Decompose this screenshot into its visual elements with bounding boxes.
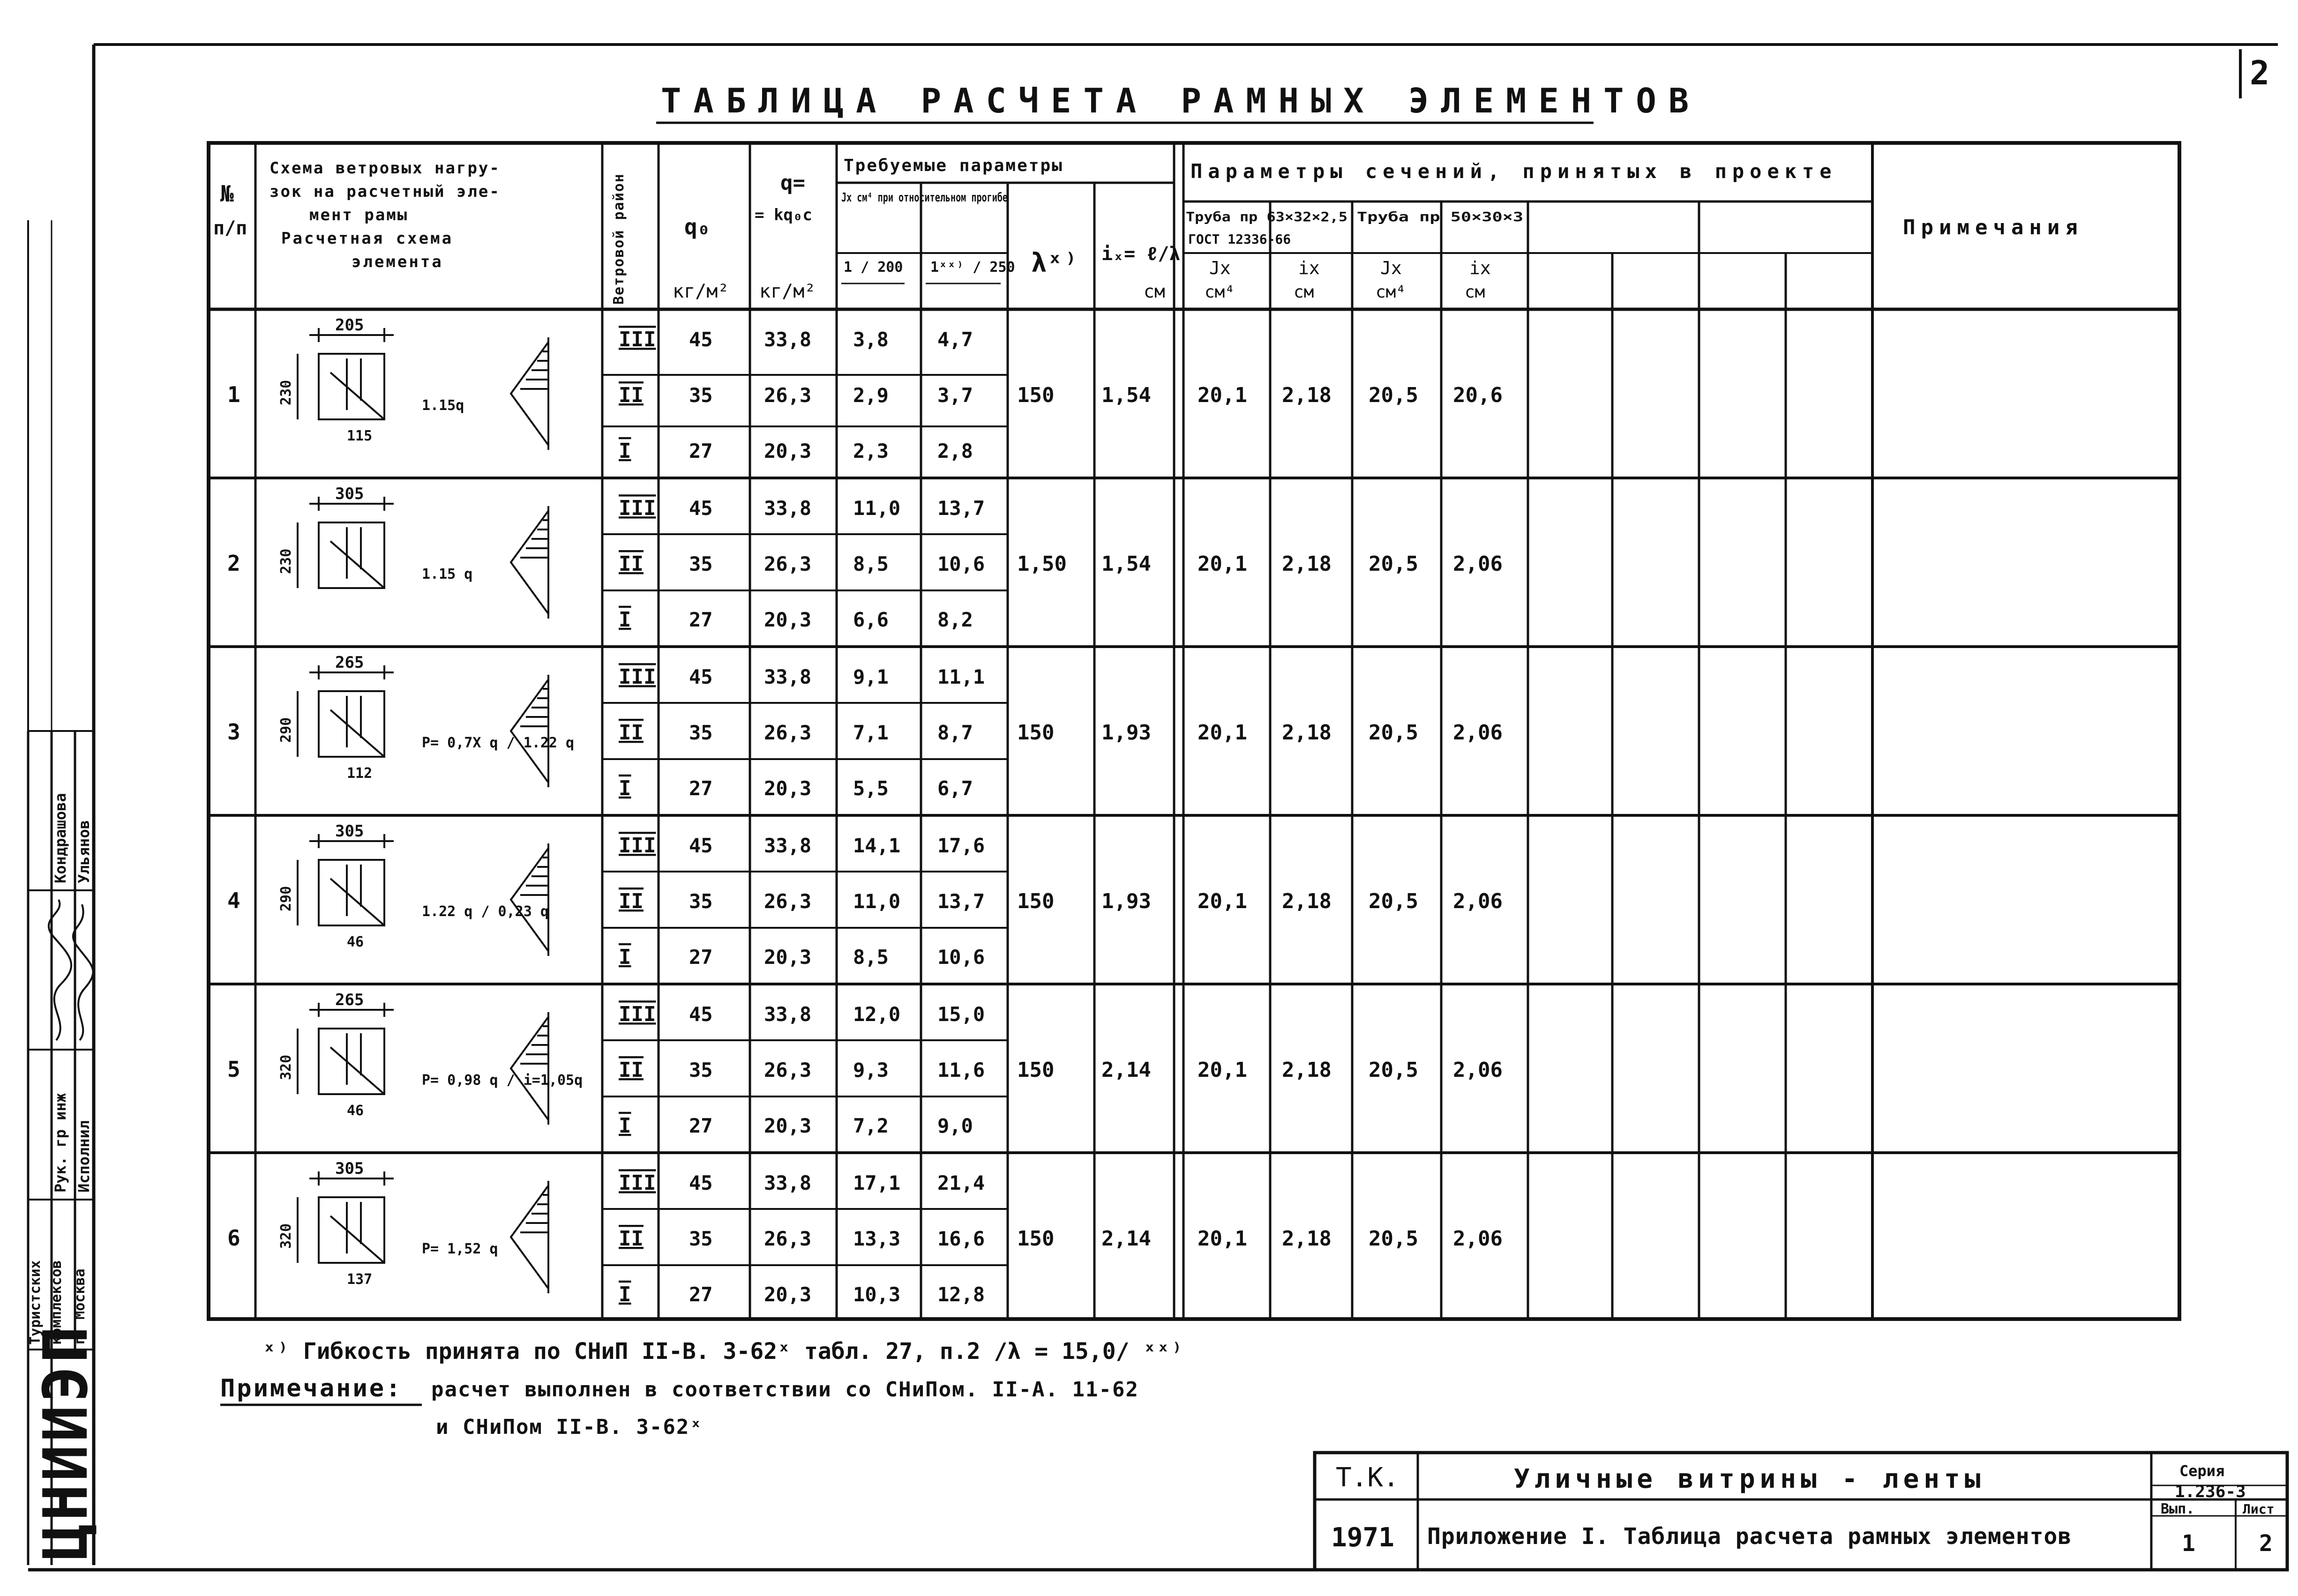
wind-district: III xyxy=(619,834,656,858)
jx-250-value: 8,7 xyxy=(937,721,973,744)
stamp-role-2: Исполнил xyxy=(75,1120,93,1193)
lambda-value: 150 xyxy=(1017,383,1055,407)
q0-value: 27 xyxy=(689,439,713,462)
q-value: 33,8 xyxy=(764,1003,812,1026)
header-ix2-unit: см xyxy=(1465,283,1485,302)
header-jx-required: Jx см⁴ при относительном прогибе xyxy=(841,191,1008,205)
height-dimension: 230 xyxy=(278,380,294,405)
footnotes xyxy=(220,1338,1183,1439)
height-dimension: 290 xyxy=(278,886,294,911)
jx-250-value: 13,7 xyxy=(937,497,985,520)
load-label: P= 0,7X q / 1.22 q xyxy=(422,735,575,751)
note-text: расчет выполнен в соответствии со СНиПом. II-А. 11-62 xyxy=(431,1378,1139,1402)
jx-250-value: 10,6 xyxy=(937,945,985,969)
note-label: Примечание: xyxy=(220,1374,403,1402)
header-ix-unit: см xyxy=(1144,281,1165,302)
sub-row xyxy=(619,834,985,858)
ix-pipe2-value: 2,06 xyxy=(1453,1058,1503,1082)
ix-required-value: 1,93 xyxy=(1101,889,1151,913)
span-dimension: 265 xyxy=(335,991,364,1009)
stamp-name-2: Ульянов xyxy=(75,820,93,883)
wind-district: II xyxy=(619,721,644,745)
ix-required-value: 1,93 xyxy=(1101,721,1151,745)
title-block-sheet-label: Лист xyxy=(2243,1501,2275,1517)
header-q-unit: кг/м² xyxy=(759,281,816,302)
load-label: 1.15q xyxy=(422,397,464,414)
row-number: 1 xyxy=(227,382,240,407)
q0-value: 35 xyxy=(689,1227,713,1250)
lambda-value: 150 xyxy=(1017,889,1055,913)
stamp-logo: ЦНИИЭП xyxy=(30,1323,101,1560)
table-body xyxy=(227,316,1503,1306)
sub-row xyxy=(619,776,973,800)
ix-pipe2-value: 20,6 xyxy=(1453,383,1503,407)
row-number: 4 xyxy=(227,888,240,913)
ix-pipe1-value: 2,18 xyxy=(1282,552,1332,576)
header-pipe2: Труба пр 50×30×3 xyxy=(1357,209,1523,224)
q-value: 26,3 xyxy=(764,1227,812,1250)
row-number: 3 xyxy=(227,719,240,745)
wind-district: II xyxy=(619,552,644,576)
sub-dimension: 46 xyxy=(347,934,364,950)
span-dimension: 305 xyxy=(335,822,364,841)
jx-pipe2-value: 20,5 xyxy=(1369,721,1418,745)
ix-required-value: 2,14 xyxy=(1101,1227,1151,1251)
header-ix-formula: iₓ= ℓ/λ xyxy=(1101,243,1181,265)
sub-row xyxy=(619,1283,985,1306)
q0-value: 27 xyxy=(689,1283,713,1306)
height-dimension: 320 xyxy=(278,1054,294,1080)
sub-row xyxy=(619,608,973,632)
frame-scheme-diagram xyxy=(298,834,548,956)
q-value: 20,3 xyxy=(764,608,812,631)
span-dimension: 265 xyxy=(335,653,364,672)
ix-required-value: 1,54 xyxy=(1101,552,1151,576)
frame-scheme-diagram xyxy=(298,665,548,787)
wind-district: III xyxy=(619,328,656,352)
header-no: № xyxy=(220,181,234,207)
title-block-series-label: Серия xyxy=(2179,1462,2225,1480)
q0-value: 27 xyxy=(689,1114,713,1137)
header-jx2-unit: см⁴ xyxy=(1376,283,1407,302)
jx-200-value: 6,6 xyxy=(853,608,889,631)
frame-scheme-diagram xyxy=(298,1003,548,1125)
sub-dimension: 46 xyxy=(347,1103,364,1119)
jx-200-value: 7,1 xyxy=(853,721,889,744)
sub-row xyxy=(619,721,973,745)
jx-pipe2-value: 20,5 xyxy=(1369,383,1418,407)
header-jx1: Jx xyxy=(1209,258,1231,278)
jx-250-value: 3,7 xyxy=(937,384,973,407)
wind-district: I xyxy=(619,439,631,463)
q-value: 33,8 xyxy=(764,665,812,689)
sub-row xyxy=(619,552,985,576)
table-row xyxy=(227,991,1503,1138)
header-pipe1-gost: ГОСТ 12336-66 xyxy=(1188,231,1291,247)
jx-200-value: 11,0 xyxy=(853,890,901,913)
load-label: 1.15 q xyxy=(422,566,473,582)
q-value: 26,3 xyxy=(764,552,812,575)
header-f250: 1ˣˣ⁾ / 250 xyxy=(930,259,1015,276)
header-no-sub: п/п xyxy=(213,217,247,239)
header-q0: q₀ xyxy=(684,214,711,239)
table-header xyxy=(213,156,2083,305)
row-number: 2 xyxy=(227,551,240,576)
header-district: Ветровой район xyxy=(611,173,627,305)
wind-district: I xyxy=(619,1113,631,1138)
jx-200-value: 7,2 xyxy=(853,1114,889,1137)
jx-pipe1-value: 20,1 xyxy=(1198,1058,1247,1082)
header-scheme-1: Схема ветровых нагру- xyxy=(269,159,501,178)
sub-row xyxy=(619,496,985,520)
stamp-role-1: Рук. гр инж xyxy=(52,1093,69,1193)
table-row xyxy=(227,485,1503,632)
wind-district: II xyxy=(619,383,644,407)
q-value: 20,3 xyxy=(764,439,812,462)
jx-200-value: 8,5 xyxy=(853,945,889,969)
jx-250-value: 8,2 xyxy=(937,608,973,631)
header-required: Требуемые параметры xyxy=(844,156,1063,175)
header-scheme-2: зок на расчетный эле- xyxy=(269,182,501,201)
jx-200-value: 2,9 xyxy=(853,384,889,407)
jx-250-value: 11,6 xyxy=(937,1059,985,1081)
wind-district: II xyxy=(619,1058,644,1082)
q0-value: 35 xyxy=(689,384,713,407)
jx-250-value: 17,6 xyxy=(937,834,985,858)
jx-250-value: 21,4 xyxy=(937,1171,985,1195)
header-jx2: Jx xyxy=(1380,258,1402,278)
table-row xyxy=(227,653,1503,800)
wind-district: III xyxy=(619,496,656,521)
height-dimension: 290 xyxy=(278,717,294,743)
sub-row xyxy=(619,1114,973,1138)
jx-200-value: 3,8 xyxy=(853,328,889,351)
load-label: 1.22 q / 0,23 q xyxy=(422,903,549,920)
load-label: P= 0,98 q / i=1,05q xyxy=(422,1072,583,1089)
header-q0-unit: кг/м² xyxy=(673,281,729,302)
header-f200: 1 / 200 xyxy=(844,259,903,276)
title-block-sheet: 2 xyxy=(2259,1530,2273,1557)
signature-1 xyxy=(49,900,93,1040)
height-dimension: 320 xyxy=(278,1223,294,1249)
header-ix2: ix xyxy=(1469,258,1491,278)
footnote-flexibility: ˣ⁾ Гибкость принята по СНиП II-В. 3-62ˣ табл. 27, п.2 /λ = 15,0/ ˣˣ⁾ xyxy=(262,1338,1184,1365)
jx-250-value: 12,8 xyxy=(937,1283,985,1306)
header-accepted: Параметры сечений, принятых в проекте xyxy=(1190,160,1837,183)
jx-250-value: 16,6 xyxy=(937,1227,985,1250)
title-block-series: 1.236-3 xyxy=(2175,1482,2246,1501)
header-ix1: ix xyxy=(1298,258,1320,278)
sub-dimension: 137 xyxy=(347,1271,373,1288)
title-block-issue: 1 xyxy=(2182,1530,2195,1557)
header-ix1-unit: см xyxy=(1294,283,1314,302)
sub-row xyxy=(619,889,985,913)
sub-row xyxy=(619,1058,985,1082)
q-value: 33,8 xyxy=(764,834,812,858)
jx-pipe1-value: 20,1 xyxy=(1198,552,1247,576)
header-q-formula: = kq₀c xyxy=(755,206,812,224)
jx-250-value: 9,0 xyxy=(937,1114,973,1137)
wind-district: I xyxy=(619,607,631,632)
wind-district: III xyxy=(619,1171,656,1195)
q-value: 20,3 xyxy=(764,776,812,800)
q-value: 26,3 xyxy=(764,1059,812,1081)
q-value: 26,3 xyxy=(764,721,812,744)
ix-pipe1-value: 2,18 xyxy=(1282,889,1332,913)
q-value: 33,8 xyxy=(764,497,812,520)
jx-pipe2-value: 20,5 xyxy=(1369,1058,1418,1082)
q0-value: 27 xyxy=(689,608,713,631)
sub-row xyxy=(619,1002,985,1026)
header-scheme-3: мент рамы xyxy=(309,206,409,224)
ix-pipe1-value: 2,18 xyxy=(1282,1058,1332,1082)
lambda-value: 150 xyxy=(1017,721,1055,745)
jx-250-value: 10,6 xyxy=(937,552,985,575)
jx-pipe2-value: 20,5 xyxy=(1369,1227,1418,1251)
ix-pipe2-value: 2,06 xyxy=(1453,721,1503,745)
jx-200-value: 2,3 xyxy=(853,439,889,462)
wind-district: II xyxy=(619,1227,644,1251)
title-block-subtitle: Приложение I. Таблица расчета рамных элементов xyxy=(1427,1523,2072,1550)
q-value: 20,3 xyxy=(764,1114,812,1137)
table-row xyxy=(227,316,1503,463)
lambda-value: 150 xyxy=(1017,1227,1055,1251)
header-pipe1: Труба пр 63×32×2,5 xyxy=(1186,209,1347,224)
q0-value: 35 xyxy=(689,721,713,744)
jx-pipe2-value: 20,5 xyxy=(1369,552,1418,576)
note-text-2: и СНиПом II-В. 3-62ˣ xyxy=(436,1415,703,1439)
q-value: 26,3 xyxy=(764,384,812,407)
jx-200-value: 13,3 xyxy=(853,1227,901,1250)
wind-district: III xyxy=(619,665,656,689)
sub-row xyxy=(619,1171,985,1195)
q-value: 20,3 xyxy=(764,1283,812,1306)
jx-200-value: 9,1 xyxy=(853,665,889,689)
ix-pipe2-value: 2,06 xyxy=(1453,552,1503,576)
header-scheme-5: элемента xyxy=(352,253,443,271)
sub-dimension: 115 xyxy=(347,428,373,444)
wind-district: I xyxy=(619,1282,631,1306)
lambda-value: 1,50 xyxy=(1017,552,1067,576)
page-number: 2 xyxy=(2250,54,2270,92)
q0-value: 35 xyxy=(689,890,713,913)
q0-value: 45 xyxy=(689,665,713,689)
sub-row xyxy=(619,383,973,407)
jx-200-value: 5,5 xyxy=(853,776,889,800)
jx-200-value: 10,3 xyxy=(853,1283,901,1306)
jx-200-value: 17,1 xyxy=(853,1171,901,1195)
q-value: 20,3 xyxy=(764,945,812,969)
row-number: 6 xyxy=(227,1225,240,1251)
table-grid xyxy=(209,143,2179,1319)
sub-row xyxy=(619,328,973,351)
stamp-org-1: Туристских xyxy=(27,1260,44,1345)
header-jx1-unit: см⁴ xyxy=(1205,283,1235,302)
height-dimension: 230 xyxy=(278,548,294,574)
ix-pipe2-value: 2,06 xyxy=(1453,889,1503,913)
title-block-name: Уличные витрины - ленты xyxy=(1514,1464,1985,1494)
q-value: 26,3 xyxy=(764,890,812,913)
jx-200-value: 14,1 xyxy=(853,834,901,858)
span-dimension: 305 xyxy=(335,1159,364,1178)
q0-value: 45 xyxy=(689,1003,713,1026)
table-row xyxy=(227,822,1503,969)
header-notes: Примечания xyxy=(1903,216,2083,239)
wind-district: III xyxy=(619,1002,656,1027)
ix-required-value: 1,54 xyxy=(1101,383,1151,407)
stamp-name-1: Кондрашова xyxy=(52,793,69,883)
sub-row xyxy=(619,945,985,969)
load-label: P= 1,52 q xyxy=(422,1241,498,1257)
q0-value: 45 xyxy=(689,1171,713,1195)
lambda-value: 150 xyxy=(1017,1058,1055,1082)
frame-scheme-diagram xyxy=(298,497,548,619)
header-scheme-4: Расчетная схема xyxy=(281,229,454,248)
header-q: q= xyxy=(780,171,805,195)
jx-200-value: 11,0 xyxy=(853,497,901,520)
q-value: 33,8 xyxy=(764,1171,812,1195)
ix-required-value: 2,14 xyxy=(1101,1058,1151,1082)
sub-row xyxy=(619,665,985,689)
q0-value: 35 xyxy=(689,1059,713,1081)
stamp-org-3: г. Москва xyxy=(72,1268,88,1345)
jx-200-value: 12,0 xyxy=(853,1003,901,1026)
wind-district: I xyxy=(619,776,631,800)
title-block-issue-label: Вып. xyxy=(2161,1501,2195,1517)
q0-value: 27 xyxy=(689,945,713,969)
ix-pipe1-value: 2,18 xyxy=(1282,383,1332,407)
q0-value: 45 xyxy=(689,328,713,351)
stamp-org-2: комплексов xyxy=(48,1260,65,1345)
sub-row xyxy=(619,439,973,463)
frame-scheme-diagram xyxy=(298,328,548,450)
wind-district: I xyxy=(619,945,631,969)
sub-dimension: 112 xyxy=(347,765,373,782)
span-dimension: 305 xyxy=(335,485,364,503)
jx-250-value: 4,7 xyxy=(937,328,973,351)
jx-250-value: 13,7 xyxy=(937,890,985,913)
sub-row xyxy=(619,1227,985,1251)
jx-pipe1-value: 20,1 xyxy=(1198,1227,1247,1251)
header-lambda: λˣ⁾ xyxy=(1031,248,1079,278)
jx-pipe1-value: 20,1 xyxy=(1198,721,1247,745)
title-block-year: 1971 xyxy=(1331,1522,1394,1553)
jx-pipe1-value: 20,1 xyxy=(1198,889,1247,913)
ix-pipe1-value: 2,18 xyxy=(1282,1227,1332,1251)
jx-200-value: 8,5 xyxy=(853,552,889,575)
ix-pipe1-value: 2,18 xyxy=(1282,721,1332,745)
table-row xyxy=(227,1159,1503,1306)
jx-pipe2-value: 20,5 xyxy=(1369,889,1418,913)
jx-200-value: 9,3 xyxy=(853,1059,889,1081)
title-block-code: Т.К. xyxy=(1336,1462,1399,1493)
jx-250-value: 11,1 xyxy=(937,665,985,689)
jx-250-value: 6,7 xyxy=(937,776,973,800)
q0-value: 45 xyxy=(689,497,713,520)
span-dimension: 205 xyxy=(335,316,364,335)
table-title: ТАБЛИЦА РАСЧЕТА РАМНЫХ ЭЛЕМЕНТОВ xyxy=(661,81,1701,120)
q0-value: 27 xyxy=(689,776,713,800)
jx-250-value: 2,8 xyxy=(937,439,973,462)
q0-value: 45 xyxy=(689,834,713,858)
q-value: 33,8 xyxy=(764,328,812,351)
row-number: 5 xyxy=(227,1057,240,1082)
q0-value: 35 xyxy=(689,552,713,575)
ix-pipe2-value: 2,06 xyxy=(1453,1227,1503,1251)
frame-scheme-diagram xyxy=(298,1171,548,1293)
jx-pipe1-value: 20,1 xyxy=(1198,383,1247,407)
jx-250-value: 15,0 xyxy=(937,1003,985,1026)
wind-district: II xyxy=(619,889,644,913)
